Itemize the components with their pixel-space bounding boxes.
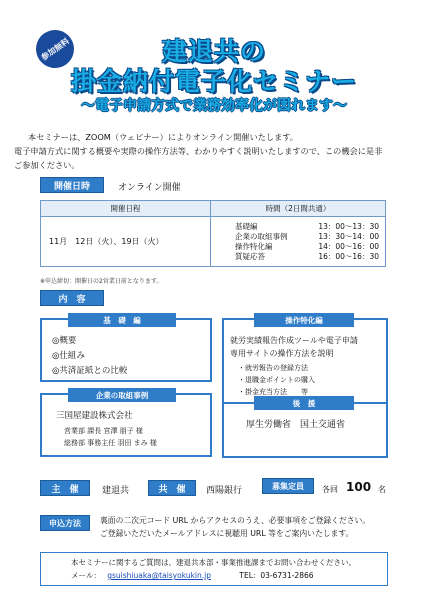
list-item: ・就労報告の登録方法 — [238, 364, 308, 372]
contact-details — [71, 569, 387, 582]
case-people: 営業部 課長 宮澤 朋子 様 総務部 事務主任 羽田 まみ 様 — [64, 427, 157, 447]
free-badge: 参加無料 — [29, 23, 82, 76]
date-cell: 11月 12日（火）、19日（火） — [41, 217, 211, 267]
contact-line: 本セミナーに関するご質問は、建退共本部・事業推進課までお問い合わせください。 — [71, 558, 356, 567]
session-row: 企業の取組事例 13：30～14：00 — [235, 231, 379, 241]
organizer-label: 主 催 — [40, 480, 90, 496]
time-cell — [211, 217, 386, 267]
col-date-header: 開催日程 — [41, 201, 211, 217]
tel-text: TEL：03-6731-2866 — [239, 571, 314, 580]
list-item: ・掛金充当方法 等 — [238, 388, 308, 396]
format-text: オンライン開催 — [118, 183, 181, 193]
session-row: 基礎編 13：00～13：30 — [235, 221, 379, 231]
schedule-table — [40, 200, 386, 267]
basics-list — [52, 334, 127, 379]
session-row: 質疑応答 16：00～16：30 — [235, 251, 379, 261]
title-line-1: 建退共の — [161, 37, 266, 66]
capacity-prefix: 各回 — [322, 485, 338, 494]
co-organizer-label: 共 催 — [148, 480, 196, 496]
capacity-number: 100 — [346, 480, 372, 494]
ops-title: 操作特化編 — [254, 313, 354, 327]
apply-text: 裏面の二次元コード URL からアクセスのうえ、必要事項をご登録ください。 ご登録いただいたメールアドレスに視聴用 URL 等をご案内いたします。 — [100, 516, 371, 538]
co-organizer-value: 西陽銀行 — [206, 486, 243, 496]
ops-desc: 就労実績報告作成ツールや電子申請 専用サイトの操作方法を説明 — [230, 336, 358, 358]
support-orgs: 厚生労働省 国土交通省 — [246, 420, 346, 430]
list-item: ・退職金ポイントの購入 — [238, 376, 315, 384]
capacity-unit: 名 — [378, 485, 386, 494]
mail-label: メール： — [71, 571, 101, 580]
subtitle: ～電子申請方式で業務効率化が図れます～ — [81, 98, 347, 114]
ops-list — [238, 362, 315, 398]
list-item: ◎共済証紙との比較 — [52, 366, 128, 376]
apply-label: 申込方法 — [40, 515, 90, 531]
basics-title: 基 礎 編 — [68, 313, 176, 327]
case-company: 三国屋建設株式会社 — [56, 411, 133, 421]
mail-link[interactable]: gsuishiuaka@taisyokukin.jp — [107, 571, 211, 580]
content-heading: 内 容 — [40, 290, 104, 306]
deadline-note: ※申込締切：開催日の2営業日前となります。 — [40, 278, 163, 285]
support-title: 後 援 — [254, 396, 354, 410]
contact-box — [40, 552, 388, 586]
capacity-label: 募集定員 — [262, 478, 314, 494]
title-line-2: 掛金納付電子化セミナー — [70, 67, 357, 96]
session-row: 操作特化編 14：00～16：00 — [235, 241, 379, 251]
organizer-value: 建退共 — [102, 486, 130, 496]
list-item: ◎概要 — [52, 336, 77, 346]
case-title: 企業の取組事例 — [68, 388, 176, 402]
intro-text: 本セミナーは、ZOOM（ウェビナー）によりオンライン開催いたします。 電子申請方式に関する概要や実際の操作方法等、わかりやすく説明いたしますので、この機会に是非 ご参加ください。 — [14, 132, 383, 170]
list-item: ◎仕組み — [52, 351, 85, 361]
dates-heading: 開催日時 — [40, 177, 104, 193]
col-time-header: 時間（2日間共通） — [211, 201, 386, 217]
